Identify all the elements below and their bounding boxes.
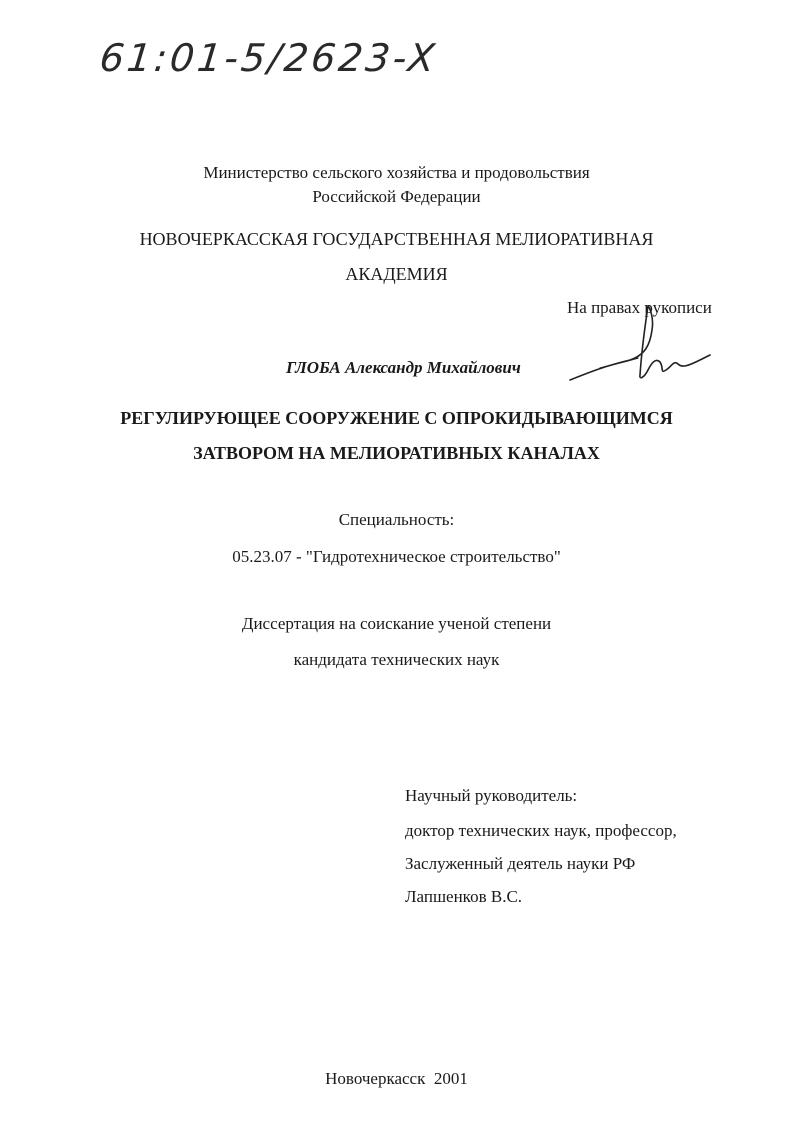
supervisor-degree: доктор технических наук, профессор, [405,821,677,840]
degree-line-2: кандидата технических наук [293,650,500,669]
thesis-title-line-1: РЕГУЛИРУЮЩЕЕ СООРУЖЕНИЕ С ОПРОКИДЫВАЮЩИМСЯ [120,408,673,428]
supervisor-title: Заслуженный деятель науки РФ [405,854,636,873]
manuscript-note: На правах рукописи [567,298,712,317]
thesis-title-line-2: ЗАТВОРОМ НА МЕЛИОРАТИВНЫХ КАНАЛАХ [193,443,600,463]
specialty-value: 05.23.07 - "Гидротехническое строительство" [232,547,561,566]
academy-line-2: АКАДЕМИЯ [345,264,448,284]
city-year: Новочеркасск 2001 [325,1069,468,1088]
ministry-line-2: Российской Федерации [312,187,481,206]
author-signature [560,300,720,400]
handwritten-catalog-number: 61:01-5/2623-X [97,36,440,80]
academy-line-1: НОВОЧЕРКАССКАЯ ГОСУДАРСТВЕННАЯ МЕЛИОРАТИВНАЯ [139,229,654,249]
ministry-line-1: Министерство сельского хозяйства и продовольствия [203,163,590,182]
supervisor-name: Лапшенков В.С. [405,887,523,906]
degree-line-1: Диссертация на соискание ученой степени [241,614,552,633]
supervisor-label: Научный руководитель: [405,786,578,805]
specialty-label: Специальность: [338,510,455,529]
author-name: ГЛОБА Александр Михайлович [286,358,521,377]
